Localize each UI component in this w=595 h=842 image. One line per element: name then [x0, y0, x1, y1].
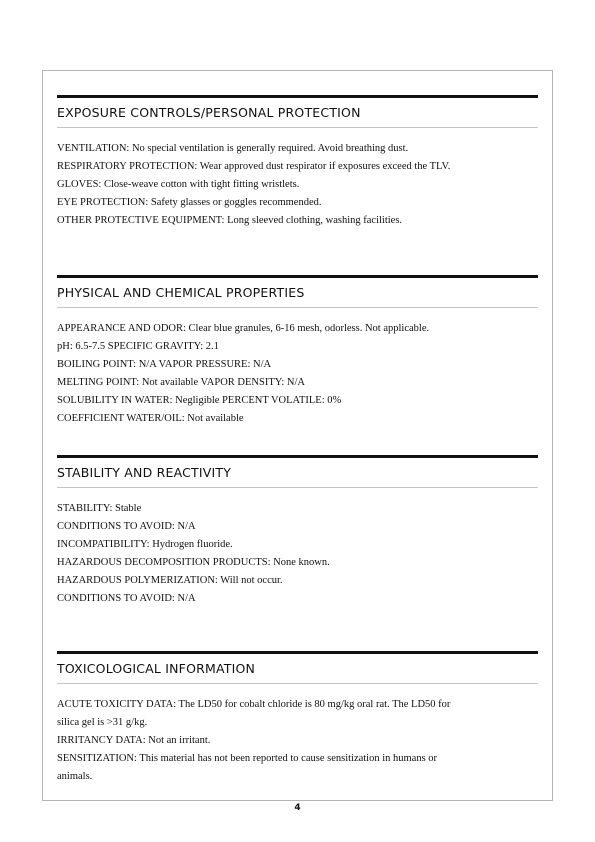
section-physical-chemical-properties [57, 275, 538, 428]
text-line-sensitization: SENSITIZATION: This material has not been reported to cause sensitization in humans or [57, 753, 438, 764]
text-line-irritancy: IRRITANCY DATA: Not an irritant. [57, 735, 211, 746]
section-heading: TOXICOLOGICAL INFORMATION [57, 661, 256, 676]
text-line-coefficient: COEFFICIENT WATER/OIL: Not available [57, 413, 244, 424]
text-line-boiling-point: BOILING POINT: N/A VAPOR PRESSURE: N/A [57, 359, 272, 370]
section-heading: PHYSICAL AND CHEMICAL PROPERTIES [57, 285, 305, 300]
section-body [57, 140, 538, 230]
text-line-solubility: SOLUBILITY IN WATER: Negligible PERCENT VOLATILE: 0% [57, 395, 342, 406]
section-body [57, 696, 538, 786]
text-line-other-protective-equipment: OTHER PROTECTIVE EQUIPMENT: Long sleeved clothing, washing facilities. [57, 215, 403, 226]
text-line-hazardous-decomposition: HAZARDOUS DECOMPOSITION PRODUCTS: None known. [57, 557, 330, 568]
section-heading: STABILITY AND REACTIVITY [57, 465, 232, 480]
text-line-gloves: GLOVES: Close-weave cotton with tight fitting wristlets. [57, 179, 300, 190]
section-rule-thin [57, 307, 538, 308]
section-rule-thin [57, 487, 538, 488]
text-line-conditions-to-avoid: CONDITIONS TO AVOID: N/A [57, 593, 196, 604]
text-line-ph-specific-gravity: pH: 6.5-7.5 SPECIFIC GRAVITY: 2.1 [57, 341, 219, 352]
text-line-eye-protection: EYE PROTECTION: Safety glasses or goggles recommended. [57, 197, 322, 208]
text-line-melting-point: MELTING POINT: Not available VAPOR DENSITY: N/A [57, 377, 305, 388]
text-line-sensitization-cont: animals. [57, 771, 93, 782]
text-line-incompatibility: INCOMPATIBILITY: Hydrogen fluoride. [57, 539, 233, 550]
text-line-acute-toxicity-cont: silica gel is >31 g/kg. [57, 717, 148, 728]
text-line-hazardous-polymerization: HAZARDOUS POLYMERIZATION: Will not occur. [57, 575, 283, 586]
text-line-appearance-odor: APPEARANCE AND ODOR: Clear blue granules, 6-16 mesh, odorless. Not applicable. [57, 323, 430, 334]
text-line-conditions-to-avoid: CONDITIONS TO AVOID: N/A [57, 521, 196, 532]
section-stability-reactivity [57, 455, 538, 608]
section-rule-thin [57, 127, 538, 128]
section-rule-thin [57, 683, 538, 684]
text-line-stability: STABILITY: Stable [57, 503, 142, 514]
section-body [57, 500, 538, 608]
section-toxicological-information [57, 651, 538, 786]
text-line-respiratory-protection: RESPIRATORY PROTECTION: Wear approved dust respirator if exposures exceed the TLV. [57, 161, 451, 172]
section-exposure-controls [57, 95, 538, 230]
section-heading: EXPOSURE CONTROLS/PERSONAL PROTECTION [57, 105, 361, 120]
page-number: 4 [294, 803, 301, 813]
text-line-acute-toxicity: ACUTE TOXICITY DATA: The LD50 for cobalt chloride is 80 mg/kg oral rat. The LD50 for [57, 699, 451, 710]
text-line-ventilation: VENTILATION: No special ventilation is generally required. Avoid breathing dust. [57, 143, 409, 154]
section-body [57, 320, 538, 428]
